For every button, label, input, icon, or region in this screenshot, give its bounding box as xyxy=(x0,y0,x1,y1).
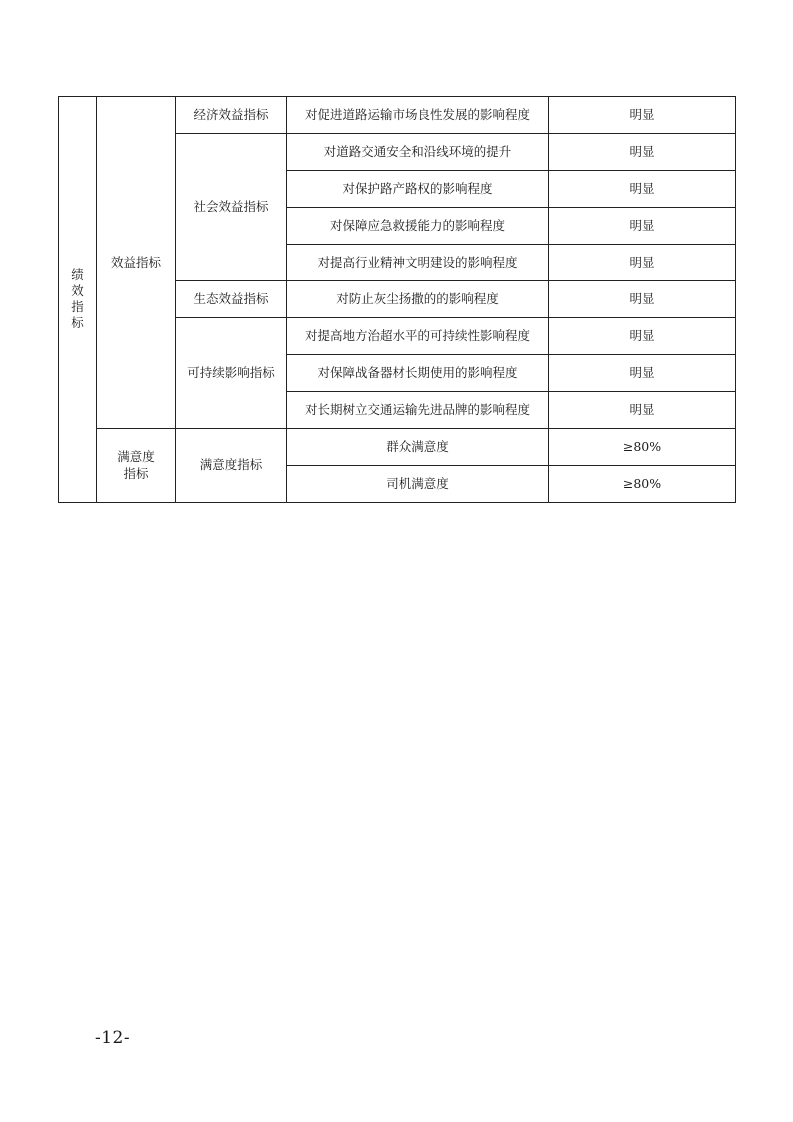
level3-economic-cell: 经济效益指标 xyxy=(176,97,287,134)
value-cell: 明显 xyxy=(549,133,736,170)
indicator-cell: 对长期树立交通运输先进品牌的影响程度 xyxy=(287,392,549,429)
value-cell: 明显 xyxy=(549,281,736,318)
level3-social-cell: 社会效益指标 xyxy=(176,133,287,281)
value-cell: ≥80% xyxy=(549,429,736,466)
indicator-cell: 群众满意度 xyxy=(287,429,549,466)
level3-ecological-cell: 生态效益指标 xyxy=(176,281,287,318)
level2-benefit-cell: 效益指标 xyxy=(97,97,176,429)
table-row xyxy=(59,429,736,466)
indicator-cell: 对保障战备器材长期使用的影响程度 xyxy=(287,355,549,392)
indicator-cell: 对提高行业精神文明建设的影响程度 xyxy=(287,244,549,281)
value-cell: 明显 xyxy=(549,170,736,207)
level1-cell: 绩效指标 xyxy=(59,97,97,503)
indicator-cell: 对保护路产路权的影响程度 xyxy=(287,170,549,207)
indicator-cell: 对促进道路运输市场良性发展的影响程度 xyxy=(287,97,549,134)
value-cell: 明显 xyxy=(549,392,736,429)
indicator-cell: 对防止灰尘扬撒的的影响程度 xyxy=(287,281,549,318)
value-cell: 明显 xyxy=(549,207,736,244)
performance-indicator-table xyxy=(58,96,736,503)
table-row xyxy=(59,97,736,134)
value-cell: 明显 xyxy=(549,355,736,392)
indicator-cell: 司机满意度 xyxy=(287,465,549,502)
page-number: -12- xyxy=(95,1028,131,1048)
indicator-cell: 对保障应急救援能力的影响程度 xyxy=(287,207,549,244)
level3-satisfaction-cell: 满意度指标 xyxy=(176,429,287,503)
value-cell: 明显 xyxy=(549,244,736,281)
value-cell: 明显 xyxy=(549,97,736,134)
value-cell: 明显 xyxy=(549,318,736,355)
level3-sustainable-cell: 可持续影响指标 xyxy=(176,318,287,429)
level2-satisfaction-cell: 满意度指标 xyxy=(97,429,176,503)
value-cell: ≥80% xyxy=(549,465,736,502)
indicator-cell: 对提高地方治超水平的可持续性影响程度 xyxy=(287,318,549,355)
indicator-cell: 对道路交通安全和沿线环境的提升 xyxy=(287,133,549,170)
